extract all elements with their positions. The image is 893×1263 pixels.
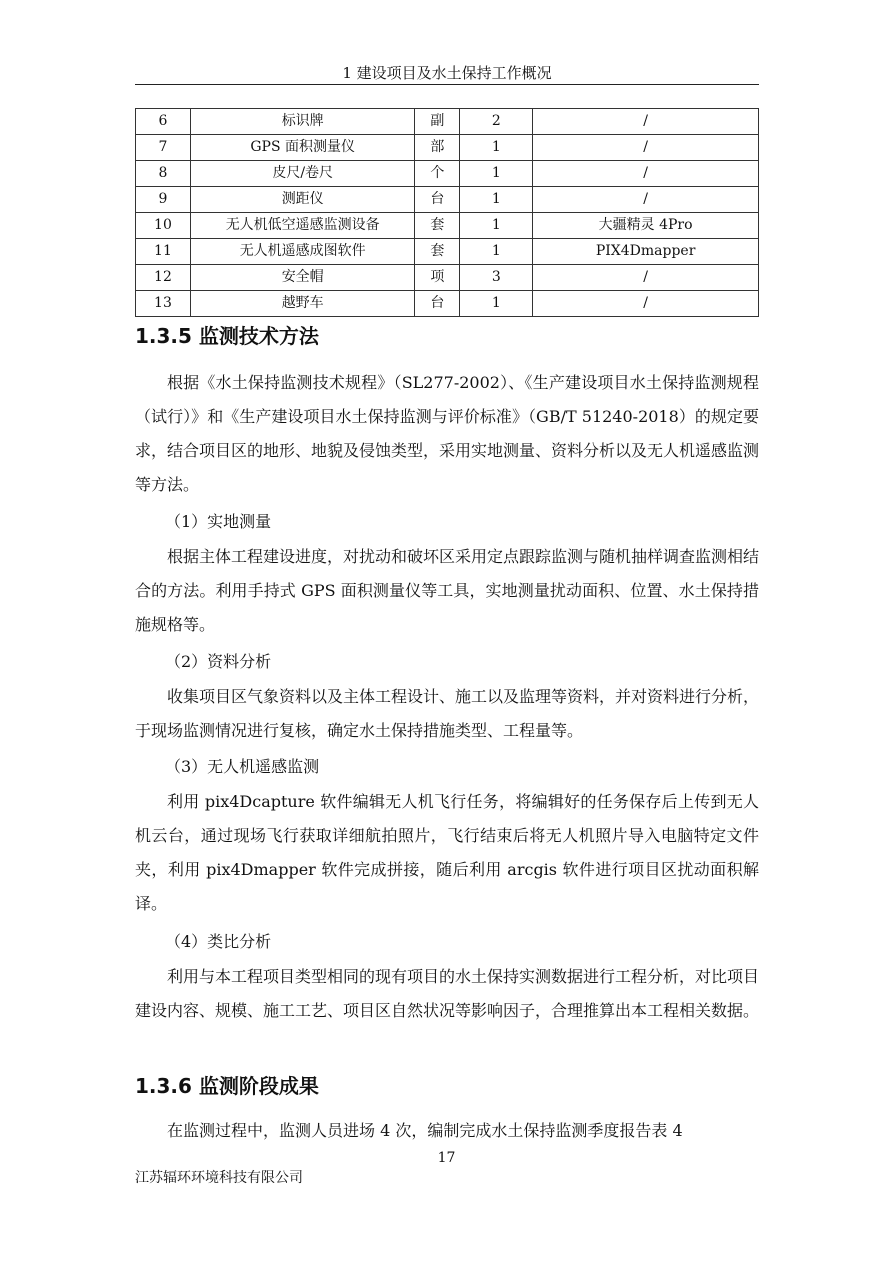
table-cell-unit: 套 xyxy=(415,213,460,239)
page-number: 17 xyxy=(437,1150,456,1166)
table-cell-qty: 1 xyxy=(460,135,533,161)
table-cell-unit: 个 xyxy=(415,161,460,187)
table-cell-name: 无人机遥感成图软件 xyxy=(190,239,415,265)
table-cell-no: 7 xyxy=(136,135,191,161)
table-cell-no: 8 xyxy=(136,161,191,187)
methods-intro-paragraph: 根据《水土保持监测技术规程》（SL277-2002）、《生产建设项目水土保持监测规程（试行）》和《生产建设项目水土保持监测与评价标准》（GB/T 51240-2018）的规定要求，结合项目区的地形、地貌及侵蚀类型，采用实地测量、资料分析以及无人机遥感监测等方法。 xyxy=(135,373,760,494)
table-cell-qty: 1 xyxy=(460,291,533,317)
running-header: 1 建设项目及水土保持工作概况 xyxy=(342,64,552,82)
table-cell-no: 10 xyxy=(136,213,191,239)
table-cell-name: 标识牌 xyxy=(190,109,415,135)
table-cell-no: 9 xyxy=(136,187,191,213)
method-1-title: （1）实地测量 xyxy=(165,512,272,531)
table-cell-note: / xyxy=(533,291,759,317)
method-2-paragraph: 收集项目区气象资料以及主体工程设计、施工以及监理等资料，并对资料进行分析，于现场监测情况进行复核，确定水土保持措施类型、工程量等。 xyxy=(135,687,760,740)
table-row xyxy=(136,109,759,135)
table-cell-qty: 3 xyxy=(460,265,533,291)
table-cell-name: 越野车 xyxy=(190,291,415,317)
table-cell-no: 6 xyxy=(136,109,191,135)
table-cell-note: / xyxy=(533,265,759,291)
table-cell-unit: 项 xyxy=(415,265,460,291)
section-heading-1-3-6: 1.3.6 监测阶段成果 xyxy=(135,1074,319,1098)
footer-company: 江苏辐环环境科技有限公司 xyxy=(135,1170,303,1186)
table-cell-note: / xyxy=(533,109,759,135)
method-2-title: （2）资料分析 xyxy=(165,652,272,671)
table-cell-qty: 2 xyxy=(460,109,533,135)
table-cell-qty: 1 xyxy=(460,213,533,239)
table-cell-qty: 1 xyxy=(460,239,533,265)
section-heading-1-3-5: 1.3.5 监测技术方法 xyxy=(135,324,319,348)
table-cell-no: 11 xyxy=(136,239,191,265)
table-cell-unit: 套 xyxy=(415,239,460,265)
equipment-table xyxy=(135,108,759,317)
table-cell-unit: 台 xyxy=(415,291,460,317)
method-3-paragraph: 利用 pix4Dcapture 软件编辑无人机飞行任务，将编辑好的任务保存后上传到无人机云台，通过现场飞行获取详细航拍照片，飞行结束后将无人机照片导入电脑特定文件夹，利用 pix4Dmapper 软件完成拼接，随后利用 arcgis 软件进行项目区扰动面积解译。 xyxy=(135,792,759,913)
results-paragraph: 在监测过程中，监测人员进场 4 次，编制完成水土保持监测季度报告表 4 xyxy=(167,1121,683,1140)
table-cell-name: 测距仪 xyxy=(190,187,415,213)
header-rule xyxy=(135,84,759,85)
table-cell-note: / xyxy=(533,161,759,187)
table-cell-unit: 部 xyxy=(415,135,460,161)
table-cell-note: / xyxy=(533,187,759,213)
table-cell-note: 大疆精灵 4Pro xyxy=(533,213,759,239)
table-cell-unit: 台 xyxy=(415,187,460,213)
table-row xyxy=(136,265,759,291)
table-row xyxy=(136,213,759,239)
table-cell-name: GPS 面积测量仪 xyxy=(190,135,415,161)
method-1-paragraph: 根据主体工程建设进度，对扰动和破坏区采用定点跟踪监测与随机抽样调查监测相结合的方法。利用手持式 GPS 面积测量仪等工具，实地测量扰动面积、位置、水土保持措施规格等。 xyxy=(135,547,760,634)
table-cell-no: 12 xyxy=(136,265,191,291)
table-row xyxy=(136,135,759,161)
table-row xyxy=(136,161,759,187)
table-cell-note: PIX4Dmapper xyxy=(533,239,759,265)
method-4-paragraph: 利用与本工程项目类型相同的现有项目的水土保持实测数据进行工程分析，对比项目建设内容、规模、施工工艺、项目区自然状况等影响因子，合理推算出本工程相关数据。 xyxy=(135,967,760,1020)
table-cell-unit: 副 xyxy=(415,109,460,135)
table-row xyxy=(136,187,759,213)
method-3-title: （3）无人机遥感监测 xyxy=(165,757,320,776)
table-cell-no: 13 xyxy=(136,291,191,317)
table-cell-note: / xyxy=(533,135,759,161)
table-cell-name: 无人机低空遥感监测设备 xyxy=(190,213,415,239)
table-row xyxy=(136,239,759,265)
table-cell-qty: 1 xyxy=(460,161,533,187)
table-cell-name: 皮尺/卷尺 xyxy=(190,161,415,187)
table-cell-name: 安全帽 xyxy=(190,265,415,291)
table-cell-qty: 1 xyxy=(460,187,533,213)
table-row xyxy=(136,291,759,317)
method-4-title: （4）类比分析 xyxy=(165,932,272,951)
equipment-table-body xyxy=(136,109,759,317)
